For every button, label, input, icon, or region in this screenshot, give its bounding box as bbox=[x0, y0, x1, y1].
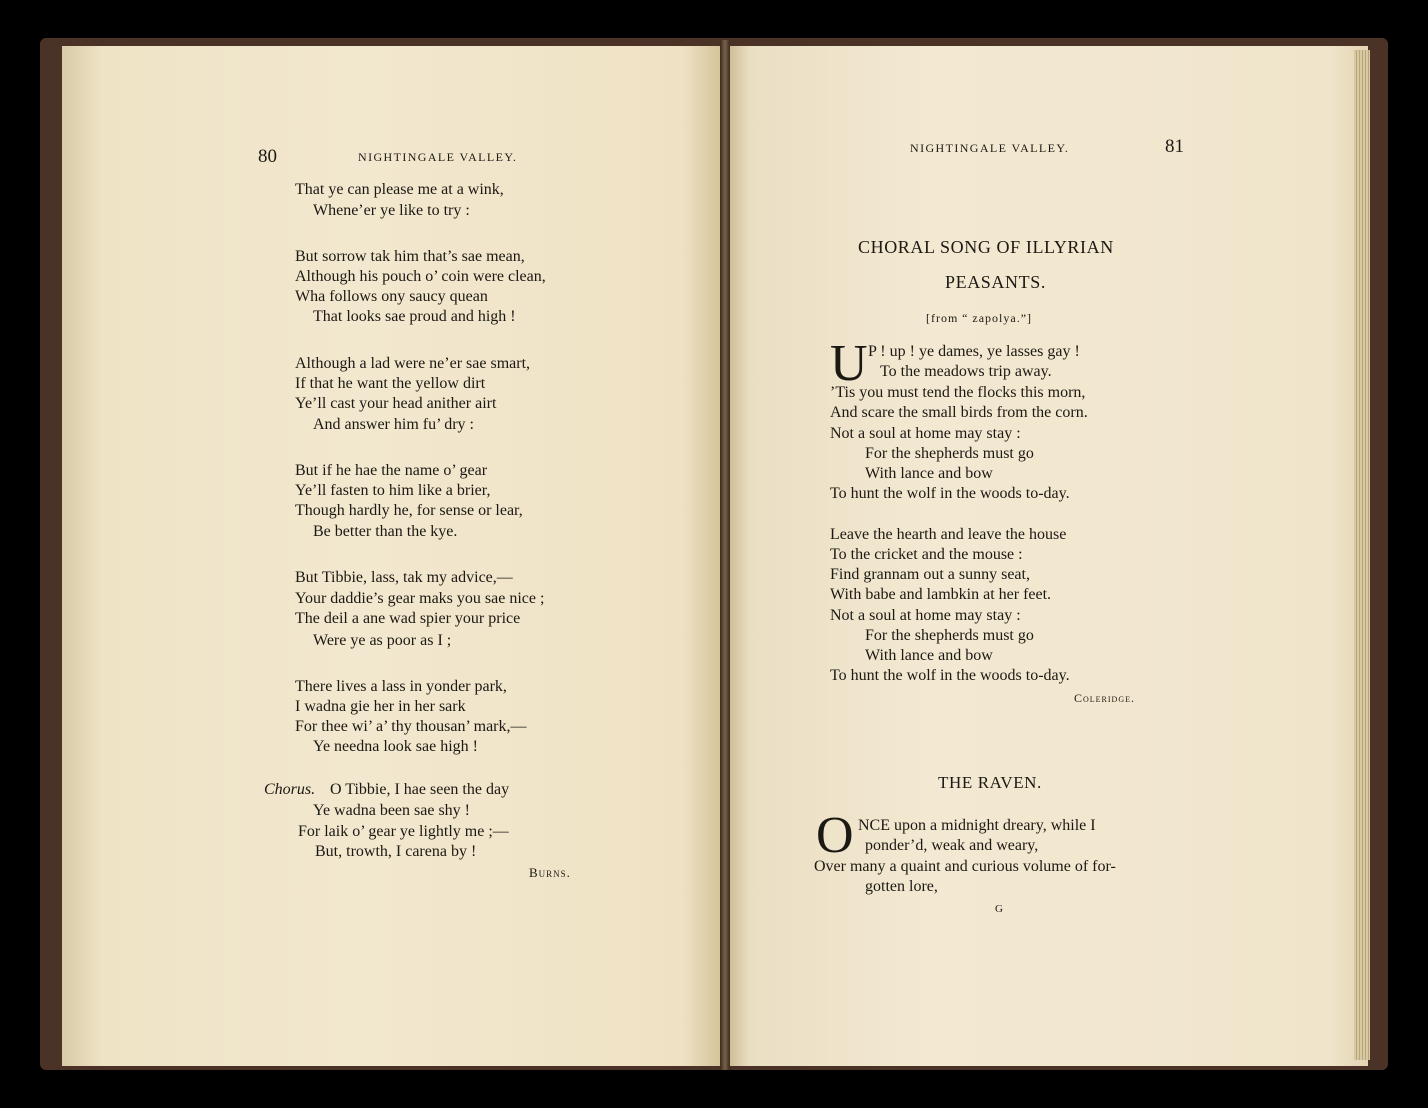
right-page bbox=[728, 46, 1368, 1066]
verse-line: ponder’d, weak and weary, bbox=[865, 837, 1039, 854]
book-gutter bbox=[720, 40, 730, 1070]
page-number: 81 bbox=[1165, 136, 1184, 157]
author-signature: Burns. bbox=[529, 865, 571, 880]
verse-line: Although his pouch o’ coin were clean, bbox=[295, 268, 546, 285]
verse-line: To hunt the wolf in the woods to-day. bbox=[830, 485, 1070, 502]
verse-line: Over many a quaint and curious volume of for- bbox=[814, 858, 1116, 875]
verse-line: To the meadows trip away. bbox=[880, 363, 1052, 380]
poem-source bbox=[926, 310, 1032, 326]
verse-line: Not a soul at home may stay : bbox=[830, 425, 1021, 442]
verse-line: Ye’ll cast your head anither airt bbox=[295, 395, 497, 412]
poem-title: CHORAL SONG OF ILLYRIAN bbox=[858, 237, 1114, 257]
author-signature: Coleridge. bbox=[1074, 691, 1135, 705]
verse-line: There lives a lass in yonder park, bbox=[295, 678, 507, 695]
verse-line: The deil a ane wad spier your price bbox=[295, 610, 521, 627]
running-head: NIGHTINGALE VALLEY. bbox=[358, 150, 518, 164]
page-number: 80 bbox=[258, 146, 277, 167]
verse-line: Ye’ll fasten to him like a brier, bbox=[295, 482, 491, 499]
verse-line: And scare the small birds from the corn. bbox=[830, 404, 1088, 421]
poem-title-continued: PEASANTS. bbox=[945, 272, 1046, 292]
verse-line: To hunt the wolf in the woods to-day. bbox=[830, 667, 1070, 684]
right-page-edges bbox=[1354, 50, 1370, 1060]
poem-title: THE RAVEN. bbox=[938, 773, 1042, 792]
verse-line: With babe and lambkin at her feet. bbox=[830, 586, 1052, 603]
verse-line: With lance and bow bbox=[865, 647, 993, 664]
verse-line: For thee wi’ a’ thy thousan’ mark,— bbox=[295, 718, 527, 735]
signature-mark: G bbox=[995, 903, 1003, 915]
running-head: NIGHTINGALE VALLEY. bbox=[910, 141, 1070, 155]
chorus-label: Chorus. bbox=[264, 781, 316, 798]
verse-line: But Tibbie, lass, tak my advice,— bbox=[295, 569, 513, 586]
verse-line: Whene’er ye like to try : bbox=[313, 202, 470, 219]
verse-line: And answer him fu’ dry : bbox=[313, 416, 474, 433]
drop-cap: O bbox=[816, 807, 854, 864]
verse-line: Were ye as poor as I ; bbox=[313, 632, 452, 649]
verse-line: If that he want the yellow dirt bbox=[295, 375, 486, 392]
drop-cap: U bbox=[830, 335, 868, 392]
chorus-line: O Tibbie, I hae seen the day bbox=[330, 781, 510, 798]
verse-line: ’Tis you must tend the flocks this morn, bbox=[830, 384, 1086, 401]
verse-line: Leave the hearth and leave the house bbox=[830, 526, 1067, 543]
left-page bbox=[62, 46, 722, 1066]
source-prefix: [from bbox=[926, 311, 959, 325]
verse-line: I wadna gie her in her sark bbox=[295, 698, 466, 715]
verse-line: gotten lore, bbox=[865, 878, 938, 895]
verse-line: Wha follows ony saucy quean bbox=[295, 288, 488, 305]
verse-line: But if he hae the name o’ gear bbox=[295, 462, 488, 479]
verse-line: But sorrow tak him that’s sae mean, bbox=[295, 248, 525, 265]
verse-line: That ye can please me at a wink, bbox=[295, 181, 504, 198]
verse-line: That looks sae proud and high ! bbox=[313, 308, 516, 325]
verse-line: Be better than the kye. bbox=[313, 523, 458, 540]
verse-line: P ! up ! ye dames, ye lasses gay ! bbox=[868, 343, 1080, 360]
verse-line: Though hardly he, for sense or lear, bbox=[295, 502, 523, 519]
source-name: “ zapolya.”] bbox=[962, 311, 1033, 325]
verse-line: Your daddie’s gear maks you sae nice ; bbox=[295, 590, 545, 607]
verse-line: Although a lad were ne’er sae smart, bbox=[295, 355, 531, 372]
chorus-line: Ye wadna been sae shy ! bbox=[313, 802, 470, 819]
chorus-line: For laik o’ gear ye lightly me ;— bbox=[298, 823, 509, 840]
verse-line: NCE upon a midnight dreary, while I bbox=[858, 817, 1096, 834]
verse-line: Not a soul at home may stay : bbox=[830, 607, 1021, 624]
verse-line: With lance and bow bbox=[865, 465, 993, 482]
verse-line: Ye needna look sae high ! bbox=[313, 738, 479, 755]
verse-line: For the shepherds must go bbox=[865, 445, 1034, 462]
verse-line: For the shepherds must go bbox=[865, 627, 1034, 644]
chorus-line: But, trowth, I carena by ! bbox=[315, 843, 477, 860]
verse-line: To the cricket and the mouse : bbox=[830, 546, 1023, 563]
verse-line: Find grannam out a sunny seat, bbox=[830, 566, 1030, 583]
